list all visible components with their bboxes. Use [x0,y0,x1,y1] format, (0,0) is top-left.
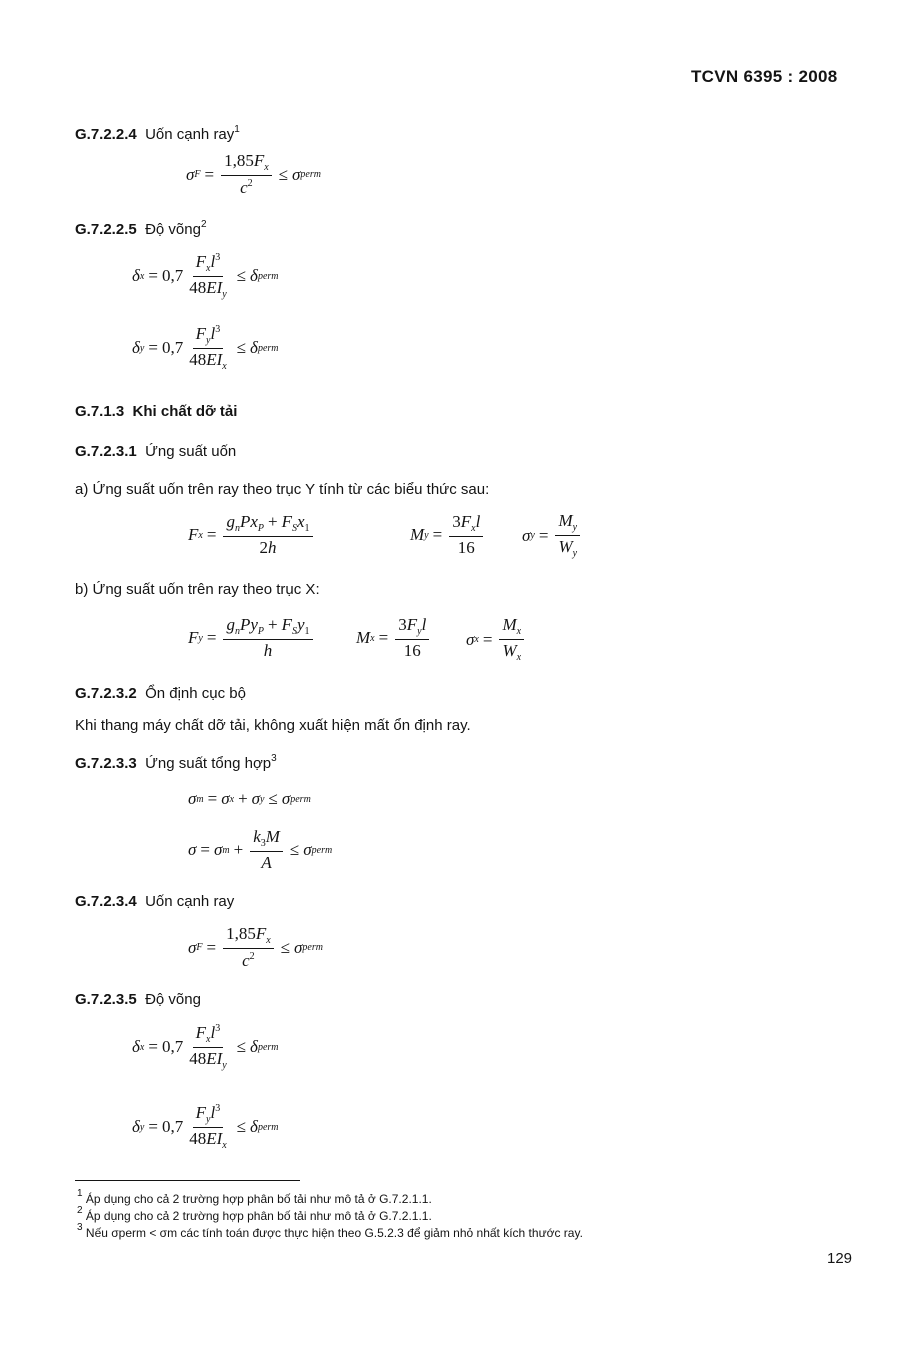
section-number: G.7.2.2.4 [75,126,137,143]
equation-moment-x: M x = $\frac{3F_yl}{16}$ [356,616,432,661]
equation-deflection-y: δ y = 0,7 $\frac{F_yl^3}{48EI_x}$ ≤ δ perm [132,324,279,372]
section-number: G.7.2.3.2 [75,685,137,702]
footnote-text: Nếu σperm < σm các tính toán được thực hiện theo G.5.2.3 để giảm nhỏ nhất kích thước ray. [85,1226,583,1240]
equation-force-x: F x = $\frac{g_nPx_P + F_Sx_1}{2h}$ [188,513,316,558]
section-title: Ổn định cục bộ [145,685,246,702]
section-heading [75,685,246,702]
footnote-ref: 1 [234,124,240,135]
section-number: G.7.2.3.4 [75,893,137,910]
section-heading [75,753,277,772]
footnote-ref: 3 [271,753,277,764]
section-number: G.7.2.3.3 [75,755,137,772]
equation-edge-bending-2: σ F = $\frac{1,85F_x}{c^2}$ ≤ σ perm [188,924,323,970]
section-title: Uốn cạnh ray [145,126,235,143]
section-title: Ứng suất uốn [145,443,237,460]
footnote-rule [75,1180,300,1181]
equation-moment-y: M y = $\frac{3F_xl}{16}$ [410,513,486,558]
page-number: 129 [827,1250,853,1267]
equation-stress-y: σ y = $\frac{M_y}{W_y}$ [522,512,583,559]
footnote-text: Áp dụng cho cả 2 trường hợp phân bố tải như mô tả ở G.7.2.1.1. [85,1192,432,1206]
equation-deflection-x-2: δ x = 0,7 $\frac{F_xl^3}{48EI_y}$ ≤ δ perm [132,1023,279,1071]
section-heading [75,991,201,1008]
footnote-1: $^1$ Áp dụng cho cả 2 trường hợp phân bố tải như mô tả ở G.7.2.1.1. [77,1188,432,1206]
section-title: Độ võng [145,221,201,238]
equation-stress-x: σ x = $\frac{M_x}{W_x}$ [466,616,527,663]
section-heading [75,443,236,460]
list-item-b: b) Ứng suất uốn trên ray theo trục X: [75,581,320,598]
section-number: G.7.2.3.5 [75,991,137,1008]
section-title: Uốn cạnh ray [145,893,235,910]
section-number: G.7.2.3.1 [75,443,137,460]
equation-force-y: F y = $\frac{g_nPy_P + F_Sy_1}{h}$ [188,616,316,661]
equation-edge-bending: σ F = $\frac{1,85F_x}{c^2}$ ≤ σ perm [186,151,321,197]
list-item-a: a) Ứng suất uốn trên ray theo trục Y tính từ các biểu thức sau: [75,481,490,498]
stability-paragraph: Khi thang máy chất dỡ tải, không xuất hiện mất ổn định ray. [75,717,471,734]
section-heading [75,403,237,420]
section-heading [75,219,207,238]
section-number: G.7.2.2.5 [75,221,137,238]
section-title: Ứng suất tổng hợp [145,755,272,772]
section-number: G.7.1.3 [75,403,125,420]
standard-header: TCVN 6395 : 2008 [691,67,838,86]
section-title: Độ võng [145,991,201,1008]
footnote-text: Áp dụng cho cả 2 trường hợp phân bố tải như mô tả ở G.7.2.1.1. [85,1209,432,1223]
section-title: Khi chất dỡ tải [132,403,238,420]
section-heading [75,124,240,143]
equation-total-stress: σ = σ m + $\frac{k_3M}{A}$ ≤ σ perm [188,827,333,872]
footnote-ref: 2 [200,219,207,230]
footnote-2: $^2$ Áp dụng cho cả 2 trường hợp phân bố tải như mô tả ở G.7.2.1.1. [77,1205,432,1223]
equation-combined-stress: σ m = σ x + σ y ≤ σ perm [188,789,311,808]
equation-deflection-y-2: δ y = 0,7 $\frac{F_yl^3}{48EI_x}$ ≤ δ perm [132,1103,279,1151]
footnote-3: $^3$ Nếu σperm < σm các tính toán được thực hiện theo G.5.2.3 để giảm nhỏ nhất kích thước ray. [77,1222,583,1240]
section-heading [75,893,234,910]
equation-deflection-x: δ x = 0,7 $\frac{F_xl^3}{48EI_y}$ ≤ δ perm [132,252,279,300]
